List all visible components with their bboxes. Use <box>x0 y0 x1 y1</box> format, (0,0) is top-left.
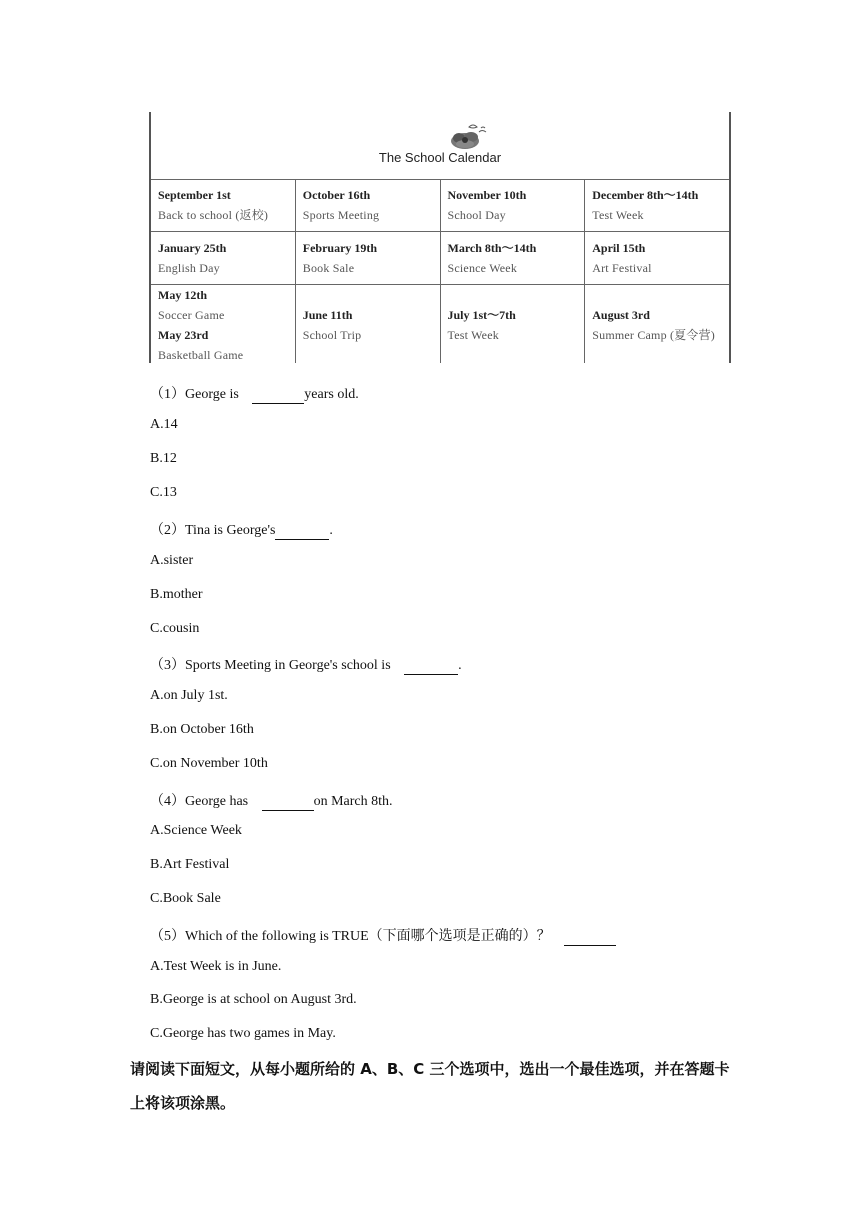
question-2 <box>150 519 333 540</box>
calendar-cell <box>441 285 586 363</box>
cell-event: Science Week <box>447 261 518 275</box>
question-text: （4）George has <box>150 794 252 809</box>
cell-date: November 10th <box>447 188 527 202</box>
question-text-end: . <box>458 658 462 673</box>
cell-event: Book Sale <box>302 261 355 275</box>
option: C.cousin <box>150 621 200 636</box>
answer-blank <box>262 794 314 811</box>
calendar-cell <box>151 179 296 231</box>
calendar-cell <box>296 179 441 231</box>
cell-event: Soccer Game <box>158 308 225 322</box>
cell-date: May 12th <box>158 288 207 302</box>
cell-event: Test Week <box>447 328 499 342</box>
instruction-line-1: 请阅读下面短文，从每小题所给的 A、B、C 三个选项中，选出一个最佳选项，并在答题卡 <box>130 1060 730 1078</box>
option: A.14 <box>150 417 178 432</box>
cell-event: Sports Meeting <box>302 208 380 222</box>
answer-blank <box>275 523 329 540</box>
cell-date: January 25th <box>158 241 227 255</box>
cell-date-second: May 23rd <box>158 328 209 342</box>
cell-date: June 11th <box>302 308 353 322</box>
calendar-cell <box>441 232 586 284</box>
option: C.13 <box>150 485 177 500</box>
cell-event: School Day <box>447 208 506 222</box>
cell-date: April 15th <box>592 241 646 255</box>
calendar-cell <box>151 285 296 363</box>
calendar-cell <box>296 285 441 363</box>
calendar-row <box>151 285 729 363</box>
option: B.Art Festival <box>150 857 230 872</box>
answer-blank <box>404 658 458 675</box>
cell-event: Test Week <box>592 208 644 222</box>
option: C.George has two games in May. <box>150 1026 336 1041</box>
cell-date: March 8th～14th <box>447 241 537 255</box>
option: B.12 <box>150 451 177 466</box>
cell-date: February 19th <box>302 241 378 255</box>
cell-event: English Day <box>158 261 220 275</box>
cell-date: September 1st <box>158 188 231 202</box>
calendar-row <box>151 179 729 232</box>
calendar-cell <box>441 179 586 231</box>
option: B.mother <box>150 587 203 602</box>
cell-event: School Trip <box>302 328 362 342</box>
question-text: （2）Tina is George's <box>150 523 276 538</box>
option: C.on November 10th <box>150 756 268 771</box>
cell-date: December 8th～14th <box>592 188 699 202</box>
question-5 <box>150 925 616 946</box>
calendar-cell <box>585 285 729 363</box>
question-text-end: on March 8th. <box>313 794 393 809</box>
calendar-header <box>151 112 729 180</box>
question-text: （3）Sports Meeting in George's school is <box>150 658 395 673</box>
question-text: （5）Which of the following is TRUE（下面哪个选项是正确的）？ <box>150 929 555 944</box>
question-text-end: . <box>329 523 333 538</box>
calendar-cell <box>151 232 296 284</box>
flower-icon <box>443 121 491 153</box>
cell-event: Art Festival <box>592 261 652 275</box>
calendar-cell <box>585 232 729 284</box>
option: B.on October 16th <box>150 722 254 737</box>
cell-date: October 16th <box>302 188 371 202</box>
cell-date: August 3rd <box>592 308 650 322</box>
cell-event-second: Basketball Game <box>158 348 244 362</box>
cell-event: Summer Camp (夏令营) <box>592 328 715 342</box>
option: C.Book Sale <box>150 891 221 906</box>
calendar-cell <box>585 179 729 231</box>
question-3 <box>150 654 462 675</box>
calendar-row <box>151 232 729 285</box>
calendar-cell <box>296 232 441 284</box>
option: A.sister <box>150 553 194 568</box>
question-1 <box>150 383 359 404</box>
option: A.on July 1st. <box>150 688 228 703</box>
school-calendar <box>149 112 731 363</box>
answer-blank <box>564 929 616 946</box>
cell-date: July 1st～7th <box>447 308 516 322</box>
calendar-title: The School Calendar <box>378 150 502 165</box>
instruction-line-2: 上将该项涂黑。 <box>130 1094 236 1112</box>
question-text-end: years old. <box>304 387 359 402</box>
question-text: （1）George is <box>150 387 243 402</box>
question-4 <box>150 790 393 811</box>
option: A.Science Week <box>150 823 242 838</box>
answer-blank <box>252 387 304 404</box>
cell-event: Back to school (返校) <box>158 208 269 222</box>
option: B.George is at school on August 3rd. <box>150 992 357 1007</box>
option: A.Test Week is in June. <box>150 959 282 974</box>
